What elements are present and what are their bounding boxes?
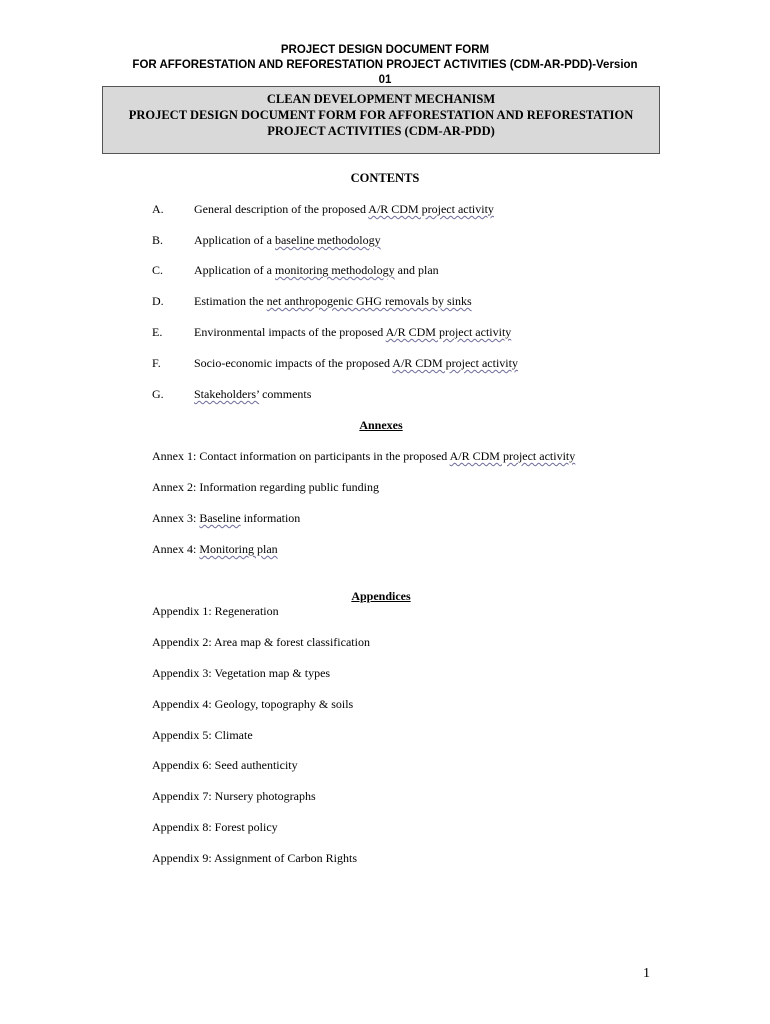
appendix-item[interactable]: Appendix 8: Forest policy (152, 820, 278, 834)
annex-item[interactable]: Annex 3: Baseline information (152, 511, 301, 525)
appendix-item[interactable]: Appendix 9: Assignment of Carbon Rights (152, 851, 357, 865)
appendix-item[interactable]: Appendix 3: Vegetation map & types (152, 666, 331, 680)
toc-text: Socio-economic impacts of the proposed A/R CDM project activity (194, 356, 518, 370)
appendix-item[interactable]: Appendix 6: Seed authenticity (152, 758, 298, 772)
toc-text: Environmental impacts of the proposed A/R CDM project activity (194, 325, 512, 339)
toc-letter: F. (152, 356, 161, 370)
toc-text: General description of the proposed A/R CDM project activity (194, 202, 494, 216)
annex-item[interactable]: Annex 4: Monitoring plan (152, 542, 278, 556)
toc-text: Application of a monitoring methodology and plan (194, 263, 439, 277)
appendices-heading: Appendices (351, 589, 411, 603)
form-header-line-3: 01 (378, 74, 392, 86)
annex-item[interactable]: Annex 1: Contact information on participants in the proposed A/R CDM project activity (152, 449, 576, 463)
form-header-line-1: PROJECT DESIGN DOCUMENT FORM (280, 44, 490, 56)
appendix-item[interactable]: Appendix 4: Geology, topography & soils (152, 697, 354, 711)
appendix-item[interactable]: Appendix 2: Area map & forest classification (152, 635, 370, 649)
appendix-item[interactable]: Appendix 7: Nursery photographs (152, 789, 316, 803)
toc-text: Stakeholders’ comments (194, 387, 312, 401)
toc-letter: C. (152, 263, 164, 277)
toc-letter: E. (152, 325, 163, 339)
title-box-line-3: PROJECT ACTIVITIES (CDM-AR-PDD) (267, 124, 495, 138)
contents-heading: CONTENTS (350, 171, 420, 185)
page-number: 1 (643, 966, 650, 981)
toc-letter: G. (152, 387, 164, 401)
toc-letter: A. (152, 202, 164, 216)
form-header-line-2: FOR AFFORESTATION AND REFORESTATION PROJECT ACTIVITIES (CDM-AR-PDD)-Version (132, 59, 638, 71)
title-box-line-2: PROJECT DESIGN DOCUMENT FORM FOR AFFORESTATION AND REFORESTATION (128, 108, 634, 122)
appendix-item[interactable]: Appendix 1: Regeneration (152, 604, 279, 618)
toc-text: Estimation the net anthropogenic GHG removals by sinks (194, 294, 472, 308)
toc-letter: D. (152, 294, 164, 308)
toc-text: Application of a baseline methodology (194, 233, 381, 247)
title-box (102, 86, 660, 154)
annex-item[interactable]: Annex 2: Information regarding public funding (152, 480, 379, 494)
title-box-line-1: CLEAN DEVELOPMENT MECHANISM (266, 92, 496, 106)
appendix-item[interactable]: Appendix 5: Climate (152, 728, 253, 742)
toc-letter: B. (152, 233, 164, 247)
annexes-heading: Annexes (359, 418, 403, 432)
